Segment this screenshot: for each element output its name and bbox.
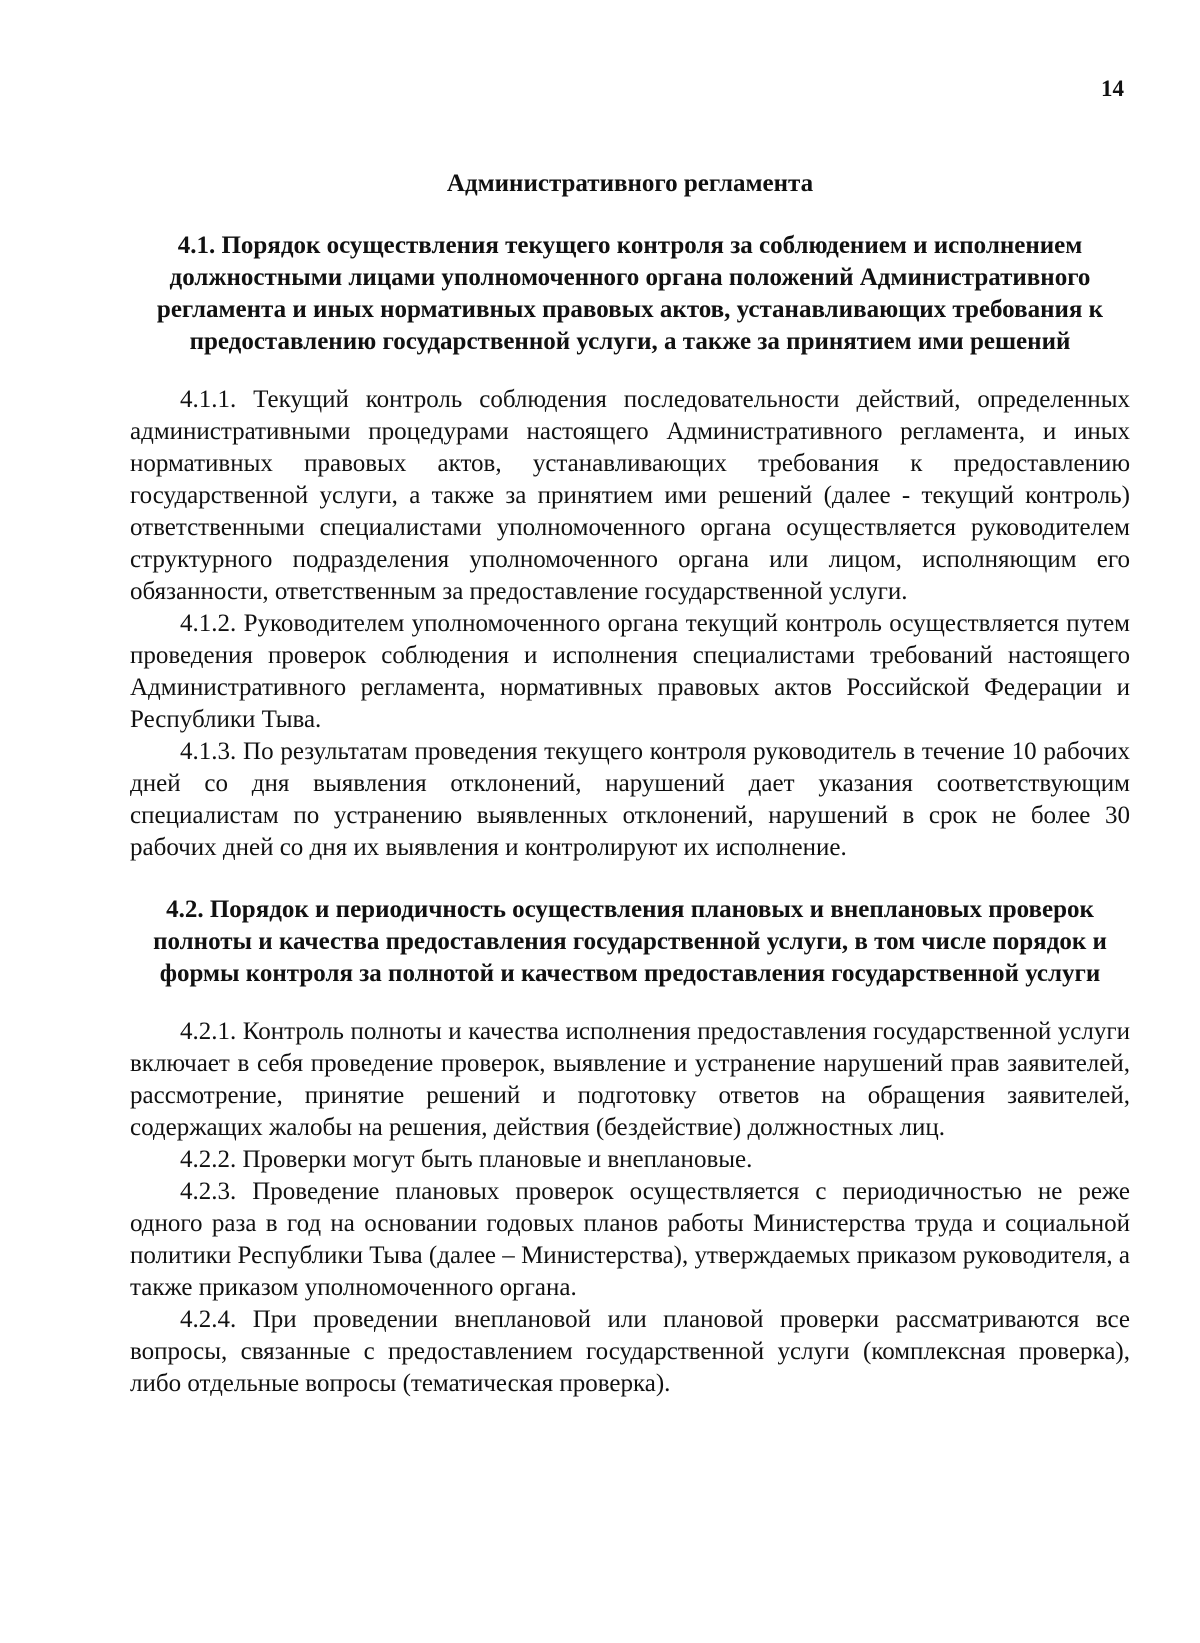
section-heading-4-1: 4.1. Порядок осуществления текущего контроля за соблюдением и исполнением должностными лицами уполномоченного органа положений Административного регламента и иных нормативных правовых актов, устанавливающих требования к предоставлению государственной услуги, а также за принятием ими решений (156, 232, 1104, 355)
fragment-heading: Административного регламента (446, 170, 814, 197)
paragraph-4-1-3: 4.1.3. По результатам проведения текущего контроля руководитель в течение 10 рабочих дней со дня выявления отклонений, нарушений дает указания соответствующим специалистам по устранению выявленных отклонений, нарушений в срок не более 30 рабочих дней со дня их выявления и контролируют их исполнение. (130, 738, 1130, 861)
section-heading-4-2: 4.2. Порядок и периодичность осуществления плановых и внеплановых проверок полноты и качества предоставления государственной услуги, в том числе порядок и формы контроля за полнотой и качеством предоставления государственной услуги (153, 896, 1107, 987)
paragraph-4-1-1: 4.1.1. Текущий контроль соблюдения последовательности действий, определенных административными процедурами настоящего Административного регламента, и иных нормативных правовых актов, устанавливающих требования к предоставлению государственной услуги, а также за принятием ими решений (далее - текущий контроль) ответственными специалистами уполномоченного органа осуществляется руководителем структурного подразделения уполномоченного органа или лицом, исполняющим его обязанности, ответственным за предоставление государственной услуги. (130, 386, 1130, 605)
paragraph-4-2-4: 4.2.4. При проведении внеплановой или плановой проверки рассматриваются все вопросы, связанные с предоставлением государственной услуги (комплексная проверка), либо отдельные вопросы (тематическая проверка). (130, 1306, 1130, 1397)
paragraph-4-2-2: 4.2.2. Проверки могут быть плановые и внеплановые. (180, 1146, 753, 1173)
page-number: 14 (1101, 76, 1124, 101)
paragraph-4-1-2: 4.1.2. Руководителем уполномоченного органа текущий контроль осуществляется путем проведения проверок соблюдения и исполнения специалистами требований настоящего Административного регламента, нормативных правовых актов Российской Федерации и Республики Тыва. (130, 610, 1130, 733)
document-body (130, 168, 1130, 1400)
paragraph-4-2-3: 4.2.3. Проведение плановых проверок осуществляется с периодичностью не реже одного раза в год на основании годовых планов работы Министерства труда и социальной политики Республики Тыва (далее – Министерства), утверждаемых приказом руководителя, а также приказом уполномоченного органа. (130, 1178, 1130, 1301)
paragraph-4-2-1: 4.2.1. Контроль полноты и качества исполнения предоставления государственной услуги включает в себя проведение проверок, выявление и устранение нарушений прав заявителей, рассмотрение, принятие решений и подготовку ответов на обращения заявителей, содержащих жалобы на решения, действия (бездействие) должностных лиц. (130, 1018, 1130, 1141)
